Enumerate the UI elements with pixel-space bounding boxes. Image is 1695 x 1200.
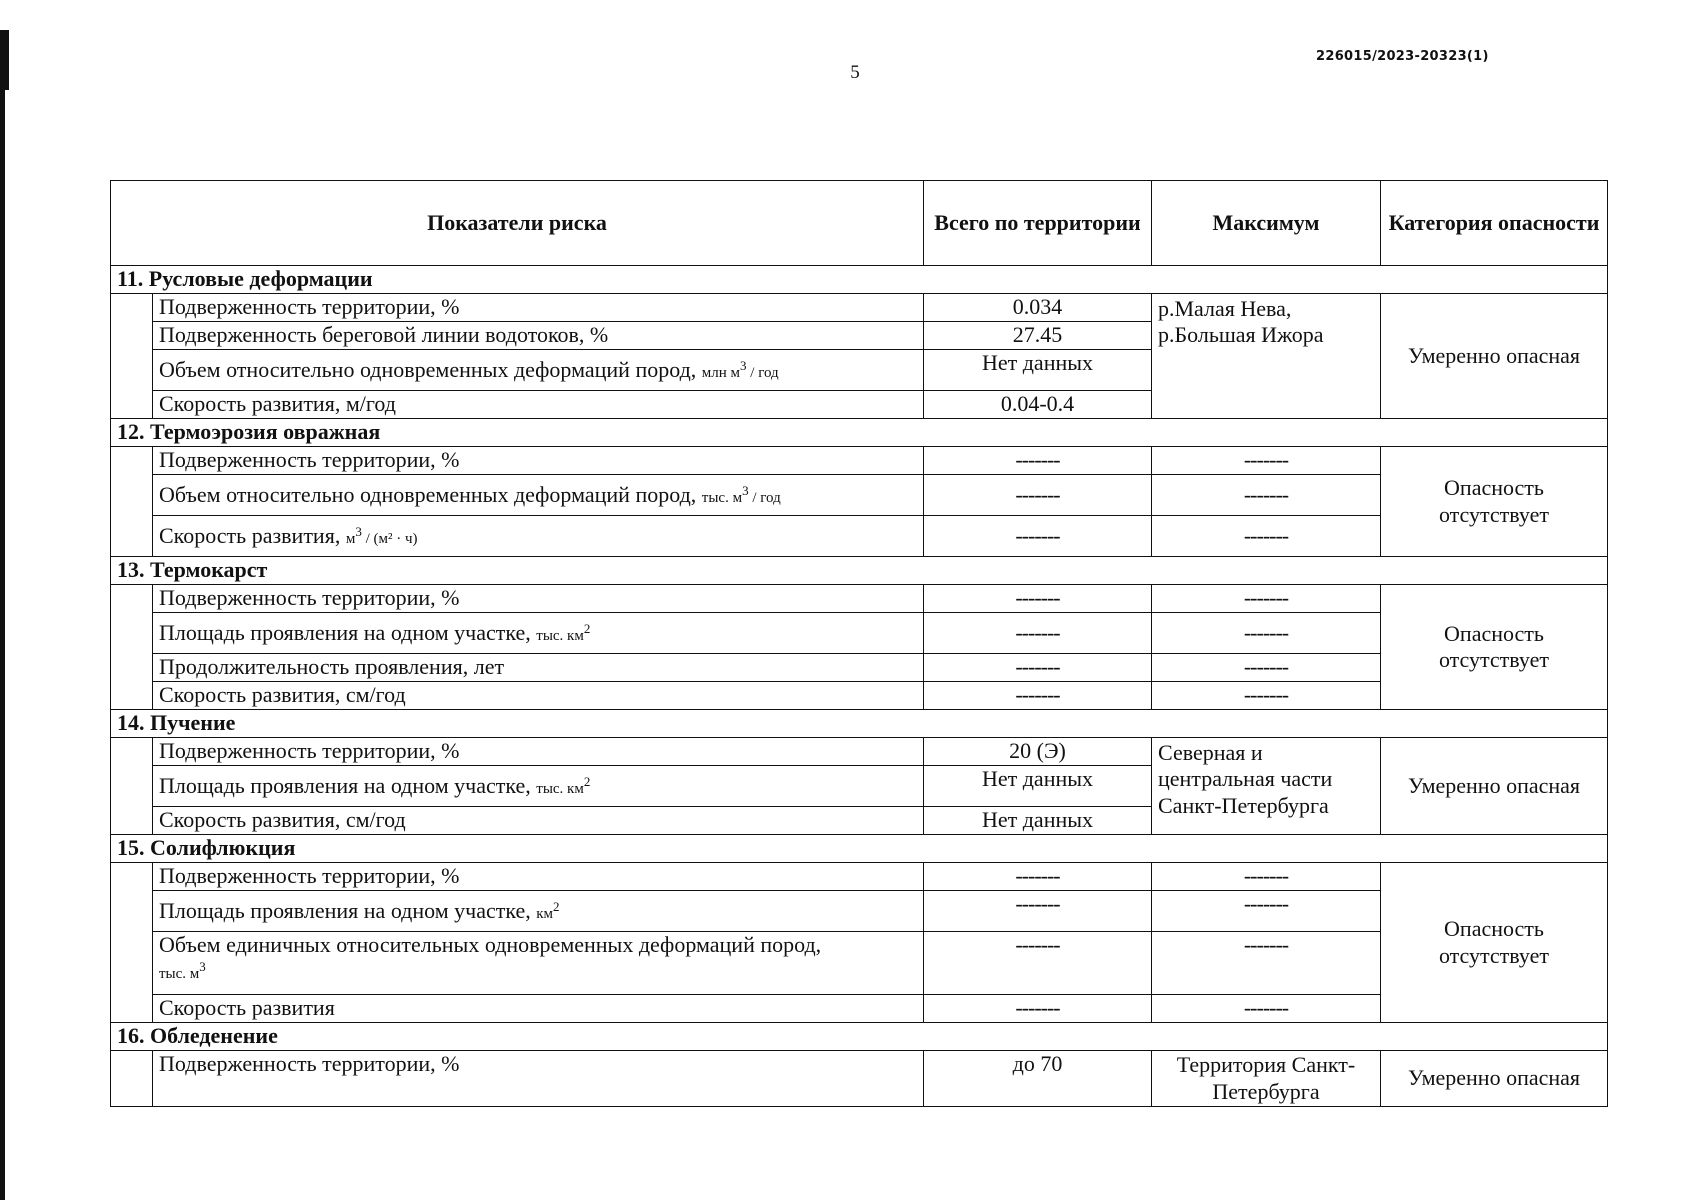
indicator-label-with-unit — [153, 891, 924, 932]
indicator-label: Площадь проявления на одном участке, — [159, 619, 531, 645]
section-row — [111, 557, 1608, 585]
total-value: ------- — [924, 475, 1152, 516]
section-row — [111, 419, 1608, 447]
unit-text: млн м — [701, 364, 741, 381]
page-number: 5 — [850, 62, 860, 83]
unit-suffix: / (м² · ч) — [361, 530, 418, 547]
unit-label — [536, 620, 591, 644]
total-value: Нет данных — [924, 807, 1152, 835]
indent-cell — [111, 1051, 153, 1107]
risk-indicators-table — [110, 180, 1608, 1107]
indicator-label-with-unit — [153, 766, 924, 807]
header-maximum: Максимум — [1152, 181, 1381, 266]
category-value: Умеренно опасная — [1381, 294, 1608, 419]
total-value: ------- — [924, 891, 1152, 932]
maximum-value: ------- — [1152, 613, 1381, 654]
indicator-label: Скорость развития, см/год — [153, 682, 924, 710]
maximum-value: ------- — [1152, 891, 1381, 932]
maximum-value: Северная и центральная части Санкт-Петербурга — [1152, 738, 1381, 835]
section-title: 16. Обледенение — [111, 1023, 1608, 1051]
indicator-label-with-unit — [153, 516, 924, 557]
maximum-value: ------- — [1152, 475, 1381, 516]
unit-label — [536, 898, 560, 922]
total-value: до 70 — [924, 1051, 1152, 1107]
indicator-label: Объем относительно одновременных деформаций пород, — [159, 356, 697, 382]
total-value: ------- — [924, 863, 1152, 891]
section-title: 12. Термоэрозия овражная — [111, 419, 1608, 447]
indicator-label-with-unit — [153, 350, 924, 391]
table-row — [111, 447, 1608, 475]
unit-text: км — [536, 905, 554, 922]
indicator-label-with-unit — [153, 932, 924, 995]
unit-exponent: 3 — [742, 482, 749, 498]
table-row — [111, 294, 1608, 322]
unit-exponent: 2 — [553, 898, 560, 914]
maximum-value: ------- — [1152, 654, 1381, 682]
section-row — [111, 835, 1608, 863]
indicator-label: Подверженность территории, % — [153, 294, 924, 322]
category-value: Опасность отсутствует — [1381, 863, 1608, 1023]
indicator-label: Продолжительность проявления, лет — [153, 654, 924, 682]
maximum-value: ------- — [1152, 932, 1381, 995]
category-value: Опасность отсутствует — [1381, 447, 1608, 557]
section-title: 15. Солифлюкция — [111, 835, 1608, 863]
unit-label — [345, 523, 418, 547]
indicator-label: Подверженность территории, % — [153, 863, 924, 891]
unit-exponent: 3 — [199, 959, 206, 975]
total-value: 0.034 — [924, 294, 1152, 322]
total-value: Нет данных — [924, 766, 1152, 807]
unit-label — [159, 959, 206, 983]
indicator-label-with-unit — [153, 475, 924, 516]
indent-cell — [111, 294, 153, 419]
header-indicator: Показатели риска — [111, 181, 924, 266]
indicator-label: Площадь проявления на одном участке, — [159, 897, 531, 923]
indicator-label: Скорость развития, см/год — [153, 807, 924, 835]
unit-exponent: 2 — [583, 773, 591, 789]
unit-text: м — [345, 530, 356, 547]
maximum-value: ------- — [1152, 682, 1381, 710]
unit-exponent: 3 — [740, 357, 747, 373]
indent-cell — [111, 863, 153, 1023]
total-value: Нет данных — [924, 350, 1152, 391]
unit-text: тыс. км — [536, 780, 584, 797]
table-row — [111, 738, 1608, 766]
maximum-value: ------- — [1152, 585, 1381, 613]
indicator-label: Подверженность береговой линии водотоков, % — [153, 322, 924, 350]
table-row — [111, 585, 1608, 613]
maximum-value: ------- — [1152, 995, 1381, 1023]
maximum-value: Территория Санкт-Петербурга — [1152, 1051, 1381, 1107]
table-row — [111, 863, 1608, 891]
total-value: 20 (Э) — [924, 738, 1152, 766]
unit-label — [536, 773, 591, 797]
unit-text: тыс. м — [701, 489, 743, 506]
table-header-row — [111, 181, 1608, 266]
total-value: ------- — [924, 995, 1152, 1023]
indicator-label: Скорость развития, — [159, 522, 341, 548]
total-value: ------- — [924, 447, 1152, 475]
total-value: ------- — [924, 932, 1152, 995]
total-value: ------- — [924, 654, 1152, 682]
unit-text: тыс. м — [159, 966, 200, 983]
indicator-label: Подверженность территории, % — [153, 738, 924, 766]
scan-edge-artifact — [0, 30, 5, 1200]
total-value: ------- — [924, 682, 1152, 710]
category-value: Опасность отсутствует — [1381, 585, 1608, 710]
unit-label — [701, 357, 779, 381]
indent-cell — [111, 738, 153, 835]
indicator-label: Подверженность территории, % — [153, 585, 924, 613]
indent-cell — [111, 447, 153, 557]
maximum-value: ------- — [1152, 516, 1381, 557]
table-row — [111, 1051, 1608, 1107]
unit-text: тыс. км — [536, 627, 584, 644]
section-title: 11. Русловые деформации — [111, 266, 1608, 294]
document-id: 226015/2023-20323(1) — [1316, 49, 1489, 64]
indent-cell — [111, 585, 153, 710]
unit-exponent: 3 — [355, 523, 362, 539]
header-category: Категория опасности — [1381, 181, 1608, 266]
unit-suffix: / год — [746, 364, 779, 381]
section-row — [111, 266, 1608, 294]
indicator-label: Объем единичных относительных одновременных деформаций пород, — [159, 932, 822, 957]
total-value: 0.04-0.4 — [924, 391, 1152, 419]
indicator-label: Скорость развития, м/год — [153, 391, 924, 419]
total-value: ------- — [924, 516, 1152, 557]
section-title: 13. Термокарст — [111, 557, 1608, 585]
unit-exponent: 2 — [583, 620, 591, 636]
indicator-label-with-unit — [153, 613, 924, 654]
indicator-label: Скорость развития — [153, 995, 924, 1023]
indicator-label: Подверженность территории, % — [153, 447, 924, 475]
category-value: Умеренно опасная — [1381, 1051, 1608, 1107]
section-row — [111, 710, 1608, 738]
category-value: Умеренно опасная — [1381, 738, 1608, 835]
total-value: ------- — [924, 613, 1152, 654]
maximum-value: ------- — [1152, 863, 1381, 891]
maximum-value: р.Малая Нева, р.Большая Ижора — [1152, 294, 1381, 419]
section-row — [111, 1023, 1608, 1051]
total-value: ------- — [924, 585, 1152, 613]
unit-suffix: / год — [748, 489, 781, 506]
unit-label — [701, 482, 781, 506]
header-total: Всего по территории — [924, 181, 1152, 266]
section-title: 14. Пучение — [111, 710, 1608, 738]
indicator-label: Объем относительно одновременных деформаций пород, — [159, 481, 697, 507]
indicator-label: Площадь проявления на одном участке, — [159, 772, 531, 798]
total-value: 27.45 — [924, 322, 1152, 350]
maximum-value: ------- — [1152, 447, 1381, 475]
indicator-label: Подверженность территории, % — [153, 1051, 924, 1107]
